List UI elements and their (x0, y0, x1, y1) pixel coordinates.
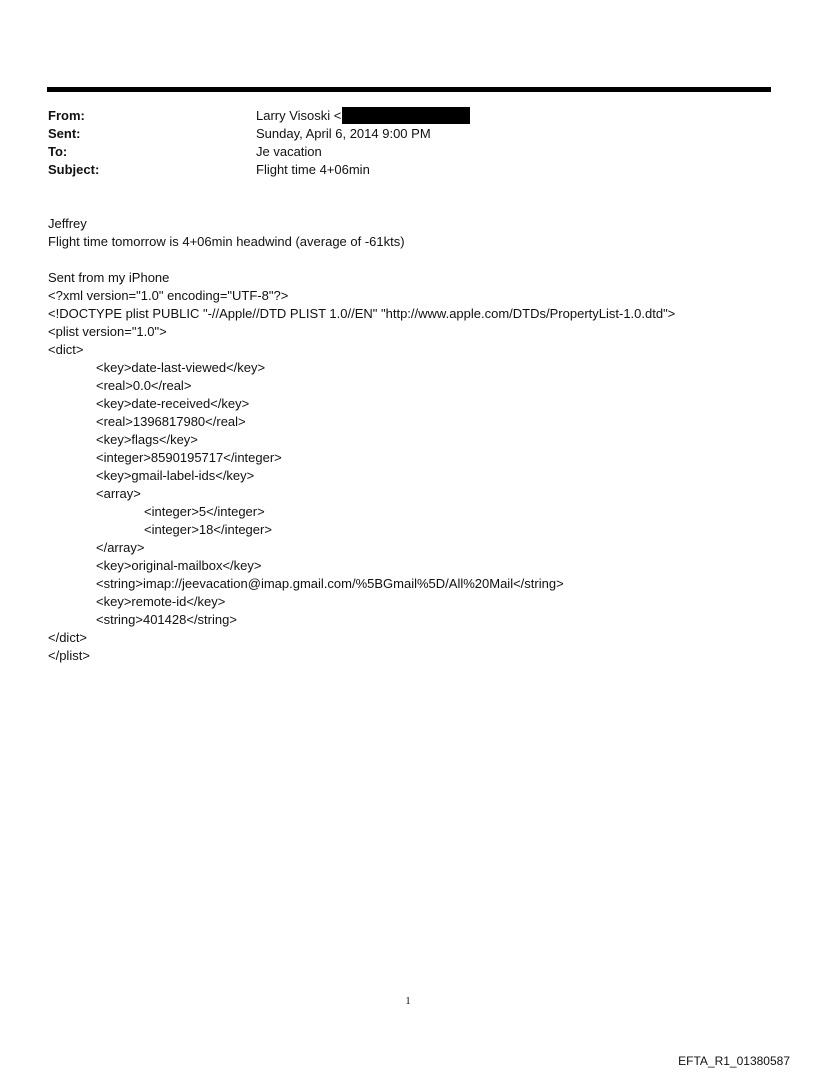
plist-line: </dict> (48, 630, 88, 645)
plist-line: <key>original-mailbox</key> (96, 558, 262, 573)
sent-label: Sent: (48, 126, 81, 141)
to-value: Je vacation (256, 144, 322, 159)
from-value (256, 107, 470, 125)
subject-value: Flight time 4+06min (256, 162, 370, 177)
plist-line: <dict> (48, 342, 84, 357)
sent-value: Sunday, April 6, 2014 9:00 PM (256, 126, 431, 141)
redaction-block (342, 107, 470, 124)
plist-line: </array> (96, 540, 145, 555)
greeting: Jeffrey (48, 216, 87, 231)
subject-row (48, 161, 768, 179)
to-label: To: (48, 144, 68, 159)
plist-line: <key>flags</key> (96, 432, 198, 447)
from-label: From: (48, 108, 85, 123)
signature: Sent from my iPhone (48, 270, 170, 285)
email-body (48, 215, 788, 665)
document-id: EFTA_R1_01380587 (678, 1054, 790, 1068)
plist-line: <real>0.0</real> (96, 378, 192, 393)
plist-line: <string>imap://jeevacation@imap.gmail.com/%5BGmail%5D/All%20Mail</string> (96, 576, 564, 591)
subject-label: Subject: (48, 162, 100, 177)
plist-line: <real>1396817980</real> (96, 414, 246, 429)
plist-line: <integer>5</integer> (144, 504, 265, 519)
plist-line: <key>remote-id</key> (96, 594, 226, 609)
spacer (48, 251, 788, 269)
email-header (48, 107, 768, 179)
message-text: Flight time tomorrow is 4+06min headwind (average of -61kts) (48, 234, 405, 249)
plist-line: <key>date-received</key> (96, 396, 250, 411)
from-name: Larry Visoski < (256, 108, 342, 123)
plist-line: <key>gmail-label-ids</key> (96, 468, 255, 483)
sent-row (48, 125, 768, 143)
plist-line: <string>401428</string> (96, 612, 237, 627)
plist-line: <plist version="1.0"> (48, 324, 167, 339)
page-number: 1 (405, 995, 411, 1007)
plist-line: <integer>18</integer> (144, 522, 272, 537)
plist-line: <!DOCTYPE plist PUBLIC "-//Apple//DTD PLIST 1.0//EN" "http://www.apple.com/DTDs/PropertyList-1.0.dtd"> (48, 306, 676, 321)
plist-line: <key>date-last-viewed</key> (96, 360, 266, 375)
plist-line: </plist> (48, 648, 90, 663)
plist-line: <integer>8590195717</integer> (96, 450, 282, 465)
plist-line: <array> (96, 486, 141, 501)
header-divider (47, 87, 771, 92)
from-row (48, 107, 768, 125)
to-row (48, 143, 768, 161)
plist-line: <?xml version="1.0" encoding="UTF-8"?> (48, 288, 289, 303)
